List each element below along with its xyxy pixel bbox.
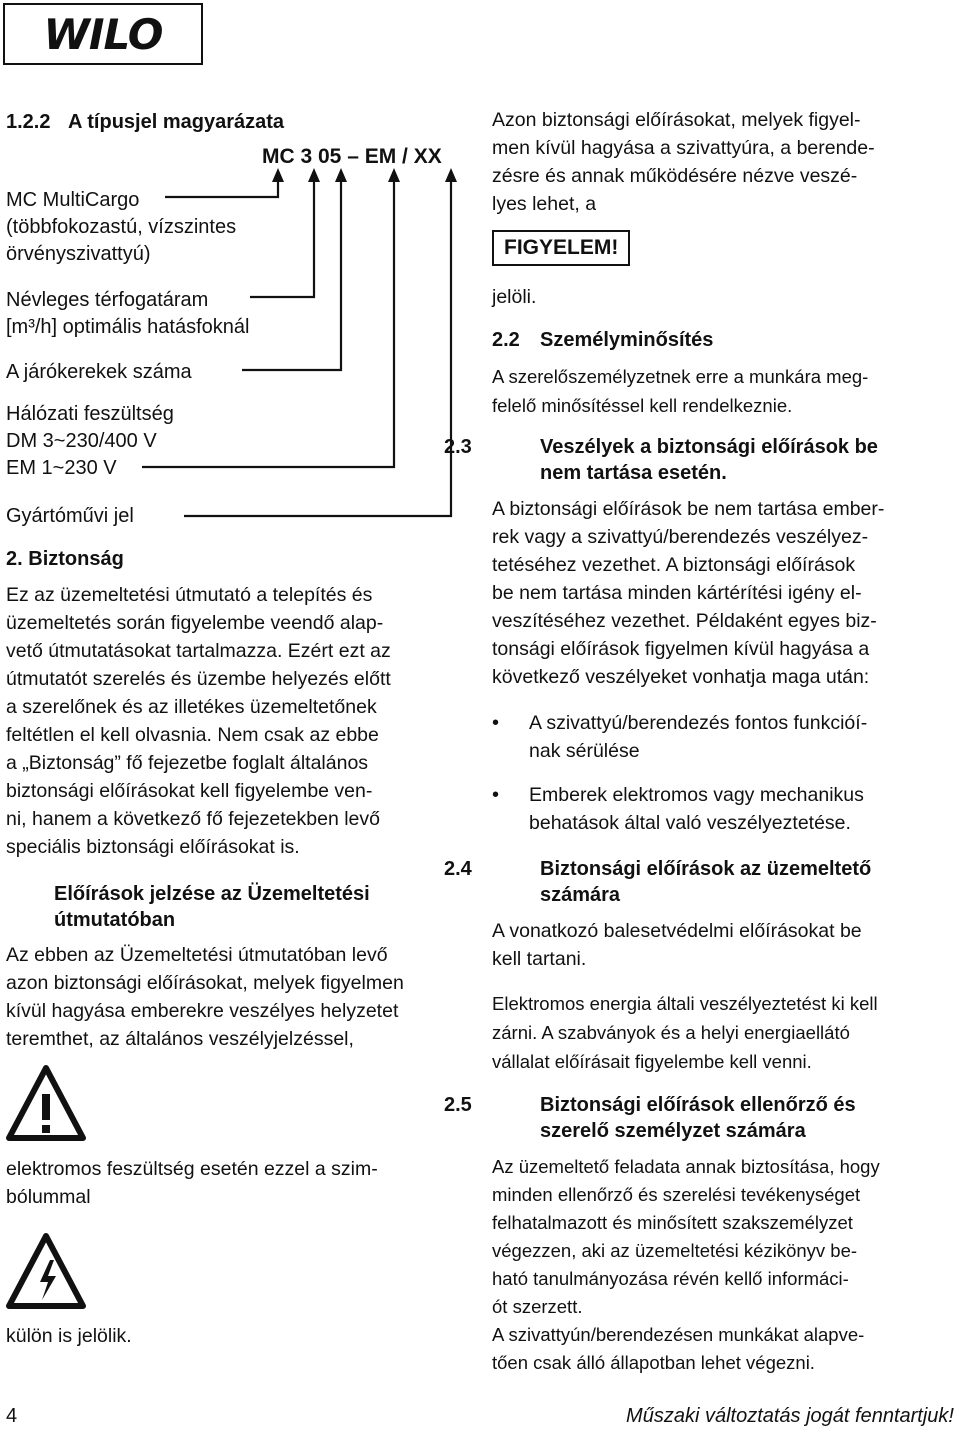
connector-impellers xyxy=(242,180,341,370)
arrow-voltage xyxy=(388,168,400,182)
text-line: tetéséhez vezethet. A biztonsági előírások xyxy=(492,554,856,576)
paragraph-markings xyxy=(6,941,472,1053)
heading-title: Biztonsági előírások az üzemeltető xyxy=(540,858,872,880)
paragraph-safety xyxy=(6,581,472,861)
label-flow xyxy=(6,287,249,341)
text-line: lyes lehet, a xyxy=(492,193,597,215)
list-item-line: A szivattyú/berendezés fontos funkcióí- xyxy=(529,712,868,734)
list-item-line: behatások által való veszélyeztetése. xyxy=(529,812,851,834)
text-line: speciális biztonsági előírásokat is. xyxy=(6,836,300,858)
heading-title-cont: útmutatóban xyxy=(54,909,176,931)
text-line: következő veszélyeket vonhatja maga után: xyxy=(492,666,870,688)
text-line: felhatalmazott és minősített szakszemélyzet xyxy=(492,1212,853,1233)
text-line: vető útmutatásokat tartalmazza. Ezért ezt az xyxy=(6,640,391,662)
label-manufacturer: Gyártóművi jel xyxy=(6,505,134,527)
label-line: MC MultiCargo xyxy=(6,189,140,211)
high-voltage-icon xyxy=(6,1232,86,1312)
paragraph-personnel xyxy=(492,1153,958,1377)
heading-number xyxy=(6,881,54,907)
text-line: tően csak álló állapotban lehet végezni. xyxy=(492,1352,815,1373)
paragraph-accident-prevention xyxy=(492,917,958,973)
arrow-impellers xyxy=(335,168,347,182)
label-line: örvényszivattyú) xyxy=(6,243,151,265)
text-line: A vonatkozó balesetvédelmi előírásokat be xyxy=(492,920,862,942)
text-line: biztonsági előírásokat kell figyelembe ven- xyxy=(6,780,373,802)
text-line: azon biztonsági előírásokat, melyek figyelmen xyxy=(6,972,404,994)
heading-number: 2.4 xyxy=(444,858,472,880)
label-multicargo xyxy=(6,187,236,268)
label-voltage xyxy=(6,401,174,482)
text-line: Az ebben az Üzemeltetési útmutatóban levő xyxy=(6,944,388,966)
heading-2-2 xyxy=(492,327,713,353)
text-line: kell tartani. xyxy=(492,948,587,970)
text-marked: jelöli. xyxy=(492,286,537,308)
text-line: A biztonsági előírások be nem tartása ember- xyxy=(492,498,885,520)
label-line: DM 3~230/400 V xyxy=(6,430,157,452)
arrow-flow xyxy=(308,168,320,182)
heading-2-4 xyxy=(444,856,960,908)
attention-label: FIGYELEM! xyxy=(492,230,630,266)
list-item-line: nak sérülése xyxy=(529,740,640,762)
list-item xyxy=(492,781,958,837)
heading-2-5 xyxy=(444,1092,960,1144)
heading-title: Előírások jelzése az Üzemeltetési xyxy=(54,883,370,905)
heading-number: 1.2.2 xyxy=(6,111,51,133)
label-line: Hálózati feszültség xyxy=(6,403,174,425)
footer-note: Műszaki változtatás jogát fenntartjuk! xyxy=(626,1405,954,1427)
heading-2-1 xyxy=(6,881,520,933)
text-line: feltétlen el kell olvasnia. Nem csak az ebbe xyxy=(6,724,379,746)
bullet-icon: • xyxy=(492,784,500,806)
logo-text: WILO xyxy=(43,9,163,59)
text-line: végezzen, aki az üzemeltetési kézikönyv be- xyxy=(492,1240,858,1261)
label-line: Névleges térfogatáram xyxy=(6,289,209,311)
text-line: felelő minősítéssel kell rendelkeznie. xyxy=(492,395,793,416)
heading-title: Személyminősítés xyxy=(540,329,714,351)
label-impellers: A járókerekek száma xyxy=(6,361,192,383)
bullet-list xyxy=(492,709,958,837)
text-line: üzemeltetés során figyelembe veendő alap- xyxy=(6,612,384,634)
paragraph-electrical xyxy=(492,989,958,1076)
text-line: minden ellenőrző és szerelési tevékenységet xyxy=(492,1184,861,1205)
list-item xyxy=(492,709,958,765)
text-line: a szerelőnek és az illetékes üzemeltetőnek xyxy=(6,696,377,718)
text-separately: külön is jelölik. xyxy=(6,1325,132,1347)
paragraph-dangers xyxy=(492,495,958,691)
text-line: bólummal xyxy=(6,1186,91,1208)
paragraph-electric xyxy=(6,1155,472,1211)
heading-number: 2.3 xyxy=(444,436,472,458)
text-line: tonsági előírások figyelmen kívül hagyása a xyxy=(492,638,870,660)
arrow-manufacturer xyxy=(445,168,457,182)
page-number: 4 xyxy=(6,1405,18,1427)
text-line: zésre és annak működésére nézve veszé- xyxy=(492,165,858,187)
text-line: útmutatót szerelés és üzembe helyezés előtt xyxy=(6,668,391,690)
text-line: A szivattyún/berendezésen munkákat alapve- xyxy=(492,1324,865,1345)
heading-2 xyxy=(6,546,124,572)
text-line: teremthet, az általános veszélyjelzéssel, xyxy=(6,1028,354,1050)
label-line: EM 1~230 V xyxy=(6,457,117,479)
type-code: MC 3 05 – EM / XX xyxy=(262,145,442,168)
text-line: zárni. A szabványok és a helyi energiaellátó xyxy=(492,1022,850,1043)
heading-title-cont: számára xyxy=(540,884,621,906)
text-line: Azon biztonsági előírásokat, melyek figyel- xyxy=(492,109,861,131)
heading-title-cont: nem tartása esetén. xyxy=(540,462,727,484)
text-line: ni, hanem a következő fő fejezetekben levő xyxy=(6,808,380,830)
heading-title: Biztonsági előírások ellenőrző és xyxy=(540,1094,856,1116)
text-line: vállalat előírásait figyelembe kell venni. xyxy=(492,1051,812,1072)
arrow-mc xyxy=(272,168,284,182)
text-line: elektromos feszültség esetén ezzel a szim- xyxy=(6,1158,378,1180)
heading-title: Veszélyek a biztonsági előírások be xyxy=(540,436,878,458)
heading-title-cont: szerelő személyzet számára xyxy=(540,1120,806,1142)
text-line: Elektromos energia általi veszélyeztetést ki kell xyxy=(492,993,878,1014)
text-line: veszítéséhez vezethet. Példaként egyes biz- xyxy=(492,610,877,632)
text-line: kívül hagyása emberekre veszélyes helyzetet xyxy=(6,1000,399,1022)
label-line: (többfokozastú, vízszintes xyxy=(6,216,237,238)
heading-number: 2.5 xyxy=(444,1094,472,1116)
text-line: Az üzemeltető feladata annak biztosítása, hogy xyxy=(492,1156,880,1177)
heading-2-3 xyxy=(444,434,960,486)
text-line: Ez az üzemeltetési útmutató a telepítés és xyxy=(6,584,373,606)
text-line: rek vagy a szivattyú/berendezés veszélyez- xyxy=(492,526,869,548)
heading-number: 2.2 xyxy=(492,329,520,351)
heading-title: Biztonság xyxy=(28,548,124,570)
bullet-icon: • xyxy=(492,712,500,734)
warning-triangle-icon xyxy=(6,1064,86,1144)
text-line: a „Biztonság” fő fejezetbe foglalt általános xyxy=(6,752,369,774)
text-line: be nem tartása minden kártérítési igény el- xyxy=(492,582,862,604)
heading-number: 2. xyxy=(6,548,23,570)
label-line: [m³/h] optimális hatásfoknál xyxy=(6,316,250,338)
text-line: ható tanulmányozása révén kellő informáci- xyxy=(492,1268,849,1289)
text-line: A szerelőszemélyzetnek erre a munkára meg- xyxy=(492,366,869,387)
text-line: ót szerzett. xyxy=(492,1296,583,1317)
heading-title: A típusjel magyarázata xyxy=(68,111,285,133)
list-item-line: Emberek elektromos vagy mechanikus xyxy=(529,784,864,806)
paragraph-intro xyxy=(492,106,958,218)
paragraph-qualification xyxy=(492,362,958,420)
text-line: men kívül hagyása a szivattyúra, a berende- xyxy=(492,137,875,159)
